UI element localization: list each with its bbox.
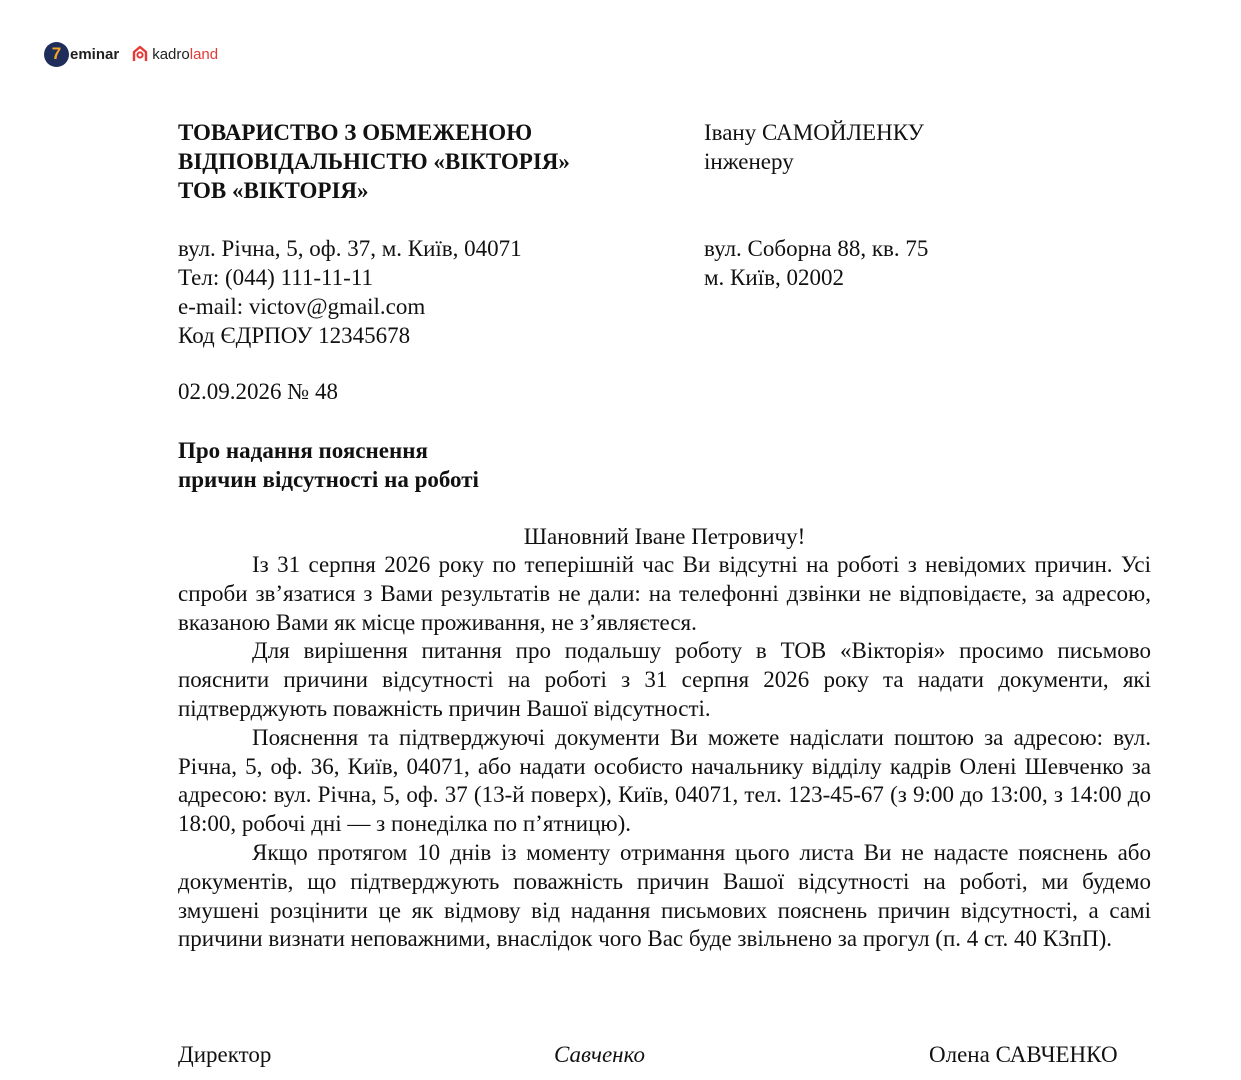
recipient-block: [704, 118, 924, 176]
letter-date-number: [178, 377, 338, 406]
recipient-name: Івану САМОЙЛЕНКУ: [704, 120, 924, 145]
kadroland-logo-icon: [131, 45, 149, 63]
handwritten-signature: Савченко: [554, 1042, 645, 1067]
letter-subject: [178, 436, 479, 494]
date-number-text: 02.09.2026 № 48: [178, 379, 338, 404]
sender-name-line: ТОВ «ВІКТОРІЯ»: [178, 178, 369, 203]
signatory-title: Директор: [178, 1042, 272, 1067]
recipient-address-line: м. Київ, 02002: [704, 265, 844, 290]
recipient-position: інженеру: [704, 149, 794, 174]
seminar-logo-text: eminar: [70, 45, 120, 63]
signatory-name: Олена САВЧЕНКО: [929, 1042, 1118, 1067]
salutation: Шановний Іване Петровичу!: [523, 524, 806, 549]
header-logos: [44, 40, 218, 68]
sender-edrpou: Код ЄДРПОУ 12345678: [178, 323, 411, 348]
sender-contacts: [178, 234, 522, 350]
sender-address: вул. Річна, 5, оф. 37, м. Київ, 04071: [178, 236, 522, 261]
body-paragraph: Із 31 серпня 2026 року по теперішній час Ви відсутні на роботі з невідомих причин. Усі спроби зв’язатися з Вами результатів не дали: на телефонні дзвінки не відповідаєте, за адресою, вказаною Вами як місце проживання, не з’являєтеся.: [178, 552, 1151, 635]
sender-name-line: ВІДПОВІДАЛЬНІСТЮ «ВІКТОРІЯ»: [178, 149, 570, 174]
seminar-logo[interactable]: [44, 42, 119, 67]
sender-phone: Тел: (044) 111-11-11: [178, 265, 373, 290]
kadroland-logo-prefix: kadro: [152, 45, 190, 63]
subject-line: причин відсутності на роботі: [178, 467, 479, 492]
kadroland-logo[interactable]: [131, 45, 218, 63]
kadroland-logo-suffix: land: [189, 45, 219, 63]
body-paragraph: Для вирішення питання про подальшу роботу в ТОВ «Вікторія» просимо письмово пояснити причини відсутності на роботі з 31 серпня 2026 року та надати документи, які підтверджують поважність причин Вашої відсутності.: [178, 638, 1151, 721]
subject-line: Про надання пояснення: [178, 438, 428, 463]
body-paragraph: Пояснення та підтверджуючі документи Ви можете надіслати поштою за адресою: вул. Річна, 5, оф. 36, Київ, 04071, або надати особисто начальнику відділу кадрів Олені Шевченко за адресою: вул. Річна, 5, оф. 37 (13-й поверх), Київ, 04071, тел. 123-45-67 (з 9:00 до 13:00, з 14:00 до 18:00, робочі дні — з понеділка по п’ятницю).: [178, 724, 1151, 837]
sender-company-name: [178, 118, 570, 205]
letter-body: [178, 551, 1151, 954]
body-paragraph: Якщо протягом 10 днів із моменту отримання цього листа Ви не надасте пояснень або документів, що підтверджують поважність причин Вашої відсутності на роботі, ми будемо змушені розцінити це як відмову від надання письмових пояснень причин відсутності, а самі причини визнати неповажними, внаслідок чого Вас буде звільнено за прогул (п. 4 ст. 40 КЗпП).: [178, 839, 1151, 952]
recipient-address: [704, 234, 928, 292]
recipient-address-line: вул. Соборна 88, кв. 75: [704, 236, 929, 261]
sender-email: e-mail: victov@gmail.com: [178, 294, 426, 319]
seminar-logo-icon: 7: [44, 42, 69, 67]
sender-name-line: ТОВАРИСТВО З ОБМЕЖЕНОЮ: [178, 120, 533, 145]
